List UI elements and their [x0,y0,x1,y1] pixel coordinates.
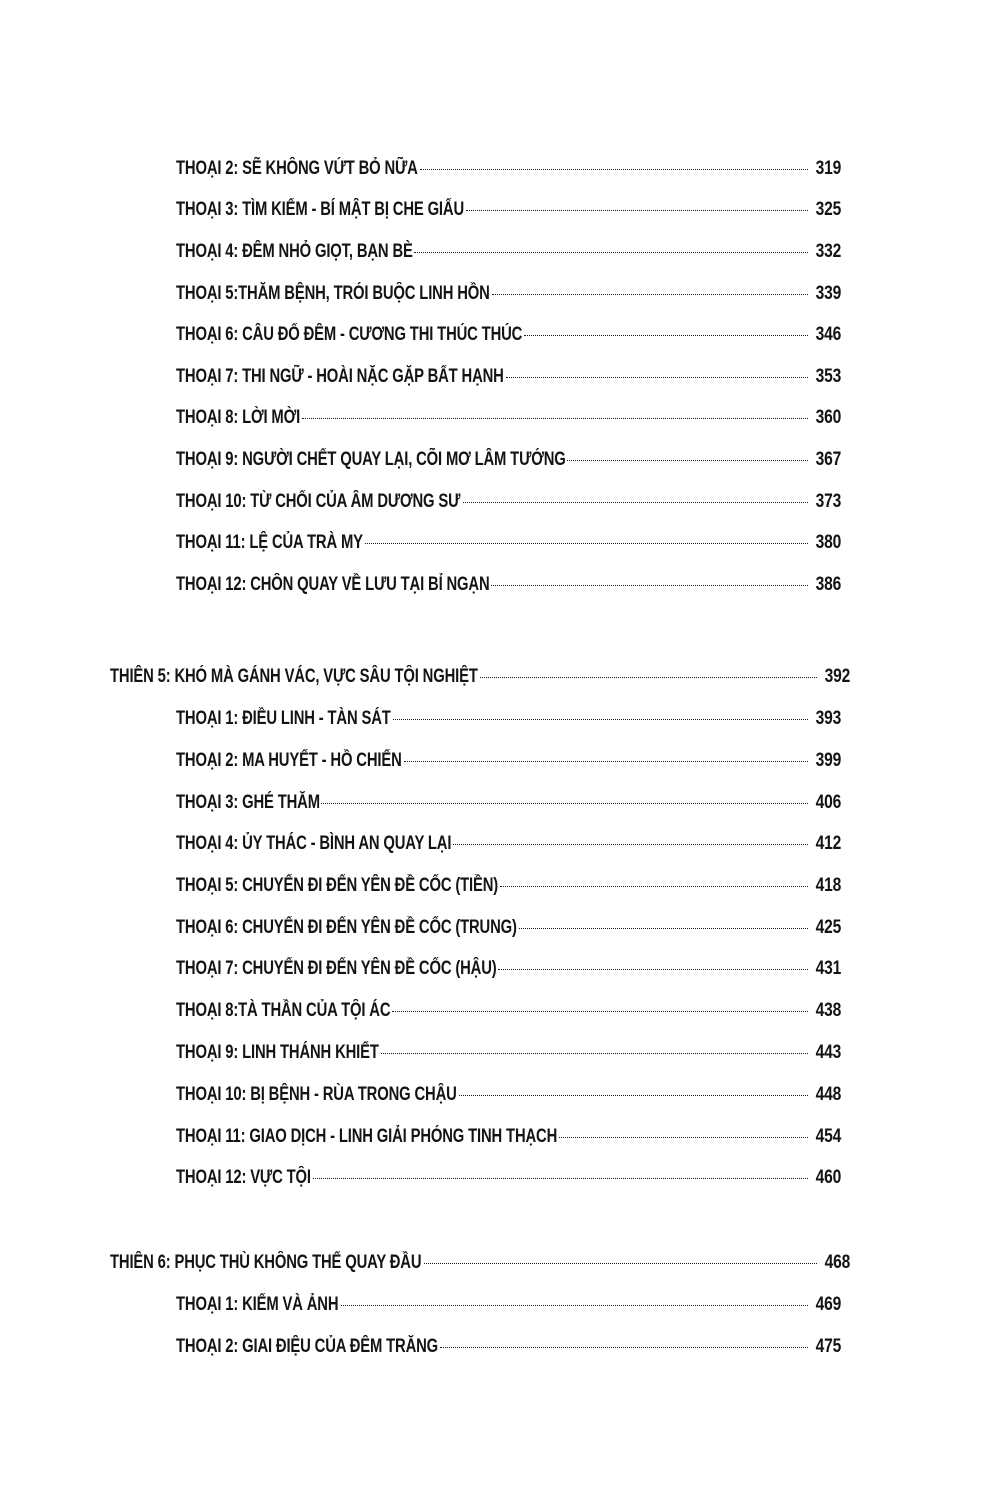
toc-entry-title: THOẠI 3: TÌM KIẾM - BÍ MẬT BỊ CHE GIẤU [176,199,464,220]
toc-entry-title: THOẠI 6: CÂU ĐỐ ĐÊM - CƯƠNG THI THÚC THÚC [176,324,523,345]
toc-entry-title: THOẠI 8:TÀ THẦN CỦA TỘI ÁC [176,1000,391,1021]
toc-entry-title: THOẠI 5: CHUYẾN ĐI ĐẾN YÊN ĐỀ CỐC (TIỀN) [176,875,499,896]
toc-entry [176,532,841,564]
toc-entry [176,1336,841,1368]
toc-entry-title: THOẠI 11: LỆ CỦA TRÀ MY [176,532,363,553]
toc-entry [176,833,841,865]
toc-entry-title: THOẠI 5:THĂM BỆNH, TRÓI BUỘC LINH HỒN [176,283,490,304]
toc-entry-page: 475 [815,1336,841,1357]
toc-entry [176,1294,841,1326]
toc-dot-leader [414,252,808,253]
toc-entry-page: 325 [815,199,841,220]
toc-entry-page: 393 [815,708,841,729]
toc-dot-leader [459,1095,808,1096]
toc-entry-title: THOẠI 1: ĐIỀU LINH - TÀN SÁT [176,708,391,729]
toc-dot-leader [500,886,808,887]
toc-entry-title: THOẠI 3: GHÉ THĂM [176,792,320,813]
toc-dot-leader [420,169,808,170]
toc-entry-title: THOẠI 8: LỜI MỜI [176,407,301,428]
toc-dot-leader [519,928,808,929]
toc-dot-leader [302,418,808,419]
toc-entry-page: 412 [815,833,841,854]
toc-entry [176,158,841,190]
toc-entry-title: THOẠI 2: MA HUYẾT - HỒ CHIẾN [176,750,402,771]
toc-dot-leader [453,844,808,845]
toc-entry-title: THOẠI 6: CHUYẾN ĐI ĐẾN YÊN ĐỀ CỐC (TRUNG) [176,917,517,938]
toc-entry-title: THOẠI 10: BỊ BỆNH - RÙA TRONG CHẬU [176,1084,457,1105]
toc-entry-page: 332 [815,241,841,262]
toc-entry-page: 339 [815,283,841,304]
toc-entry-page: 460 [815,1167,841,1188]
toc-dot-leader [567,460,808,461]
toc-entry-page: 418 [815,875,841,896]
toc-entry-page: 380 [815,532,841,553]
toc-entry-title: THOẠI 7: THI NGỮ - HOÀI NẶC GẶP BẤT HẠNH [176,366,504,387]
toc-entry [176,199,841,231]
toc-entry-page: 360 [815,407,841,428]
toc-entry [176,1167,841,1199]
toc-entry-title: THOẠI 12: CHÔN QUAY VỀ LƯU TẠI BỈ NGẠN [176,574,490,595]
toc-entry-title: THOẠI 7: CHUYẾN ĐI ĐẾN YÊN ĐỀ CỐC (HẬU) [176,958,497,979]
toc-dot-leader [365,543,808,544]
toc-dot-leader [466,210,808,211]
toc-entry-page: 406 [815,792,841,813]
toc-part-heading [110,1252,850,1284]
toc-entry-page: 454 [815,1126,841,1147]
toc-entry [176,1042,841,1074]
toc-entry [176,449,841,481]
toc-entry [176,1000,841,1032]
toc-entry [176,283,841,315]
toc-entry-page: 353 [815,366,841,387]
toc-entry-page: 431 [815,958,841,979]
toc-dot-leader [341,1305,808,1306]
toc-entry-page: 367 [815,449,841,470]
toc-entry-title: THOẠI 12: VỰC TỘI [176,1167,311,1188]
toc-entry [176,241,841,273]
toc-dot-leader [404,761,808,762]
toc-dot-leader [313,1178,808,1179]
toc-entry-title: THOẠI 10: TỪ CHỐI CỦA ÂM DƯƠNG SƯ [176,491,461,512]
toc-entry-title: THOẠI 2: GIAI ĐIỆU CỦA ĐÊM TRĂNG [176,1336,439,1357]
toc-entry-page: 399 [815,750,841,771]
toc-dot-leader [321,803,807,804]
toc-entry-title: THOẠI 11: GIAO DỊCH - LINH GIẢI PHÓNG TINH THẠCH [176,1126,558,1147]
toc-part-page: 392 [824,666,850,687]
toc-part-page: 468 [824,1252,850,1273]
toc-dot-leader [506,377,808,378]
toc-entry [176,917,841,949]
toc-part-heading [110,666,850,698]
toc-dot-leader [491,585,807,586]
toc-entry-page: 346 [815,324,841,345]
toc-entry [176,958,841,990]
toc-entry [176,750,841,782]
toc-dot-leader [392,1011,808,1012]
toc-entry [176,1084,841,1116]
toc-entry [176,366,841,398]
toc-entry [176,491,841,523]
toc-entry-title: THOẠI 2: SẼ KHÔNG VỨT BỎ NỮA [176,158,418,179]
toc-dot-leader [498,969,807,970]
toc-dot-leader [381,1053,808,1054]
toc-entry-page: 386 [815,574,841,595]
toc-entry [176,574,841,606]
toc-dot-leader [480,677,817,678]
toc-entry [176,875,841,907]
toc-dot-leader [440,1347,808,1348]
toc-entry-title: THOẠI 9: LINH THÁNH KHIẾT [176,1042,379,1063]
toc-entry-title: THOẠI 4: ỦY THÁC - BÌNH AN QUAY LẠI [176,833,452,854]
toc-part-title: THIÊN 5: KHÓ MÀ GÁNH VÁC, VỰC SÂU TỘI NGHIỆT [110,666,478,687]
toc-entry-page: 425 [815,917,841,938]
toc-entry [176,1126,841,1158]
toc-part-title: THIÊN 6: PHỤC THÙ KHÔNG THỂ QUAY ĐẦU [110,1252,422,1273]
toc-entry-title: THOẠI 9: NGƯỜI CHẾT QUAY LẠI, CÕI MƠ LÂM TƯỚNG [176,449,566,470]
toc-entry-page: 438 [815,1000,841,1021]
toc-dot-leader [524,335,808,336]
toc-dot-leader [463,502,808,503]
toc-entry-page: 469 [815,1294,841,1315]
toc-entry-page: 448 [815,1084,841,1105]
toc-dot-leader [393,719,808,720]
toc-entry-page: 319 [815,158,841,179]
toc-entry [176,324,841,356]
toc-entry-page: 373 [815,491,841,512]
toc-entry-title: THOẠI 4: ĐÊM NHỎ GIỌT, BẠN BÈ [176,241,413,262]
toc-dot-leader [559,1137,808,1138]
toc-entry [176,407,841,439]
toc-entry [176,708,841,740]
toc-entry [176,792,841,824]
toc-entry-title: THOẠI 1: KIẾM VÀ ẢNH [176,1294,339,1315]
toc-entry-page: 443 [815,1042,841,1063]
toc-dot-leader [424,1263,817,1264]
toc-dot-leader [492,294,808,295]
